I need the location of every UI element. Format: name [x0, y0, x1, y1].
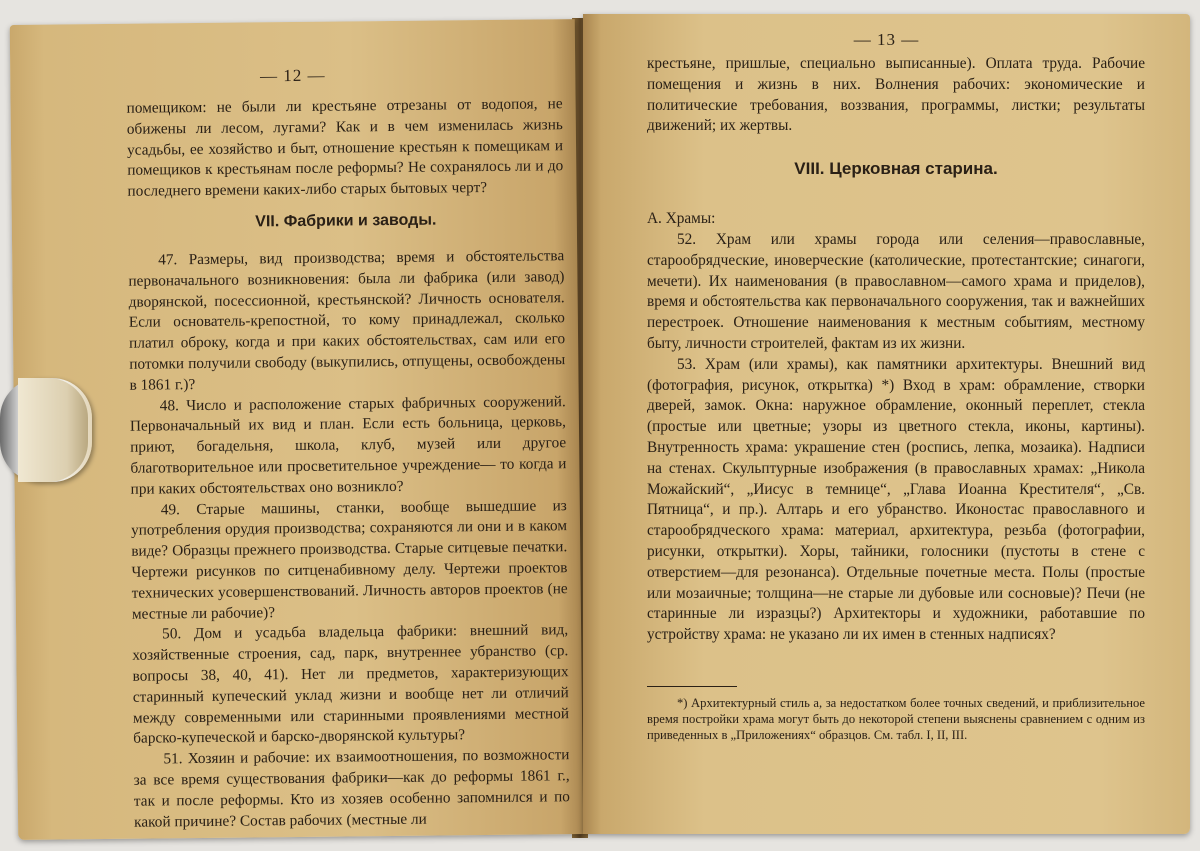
paragraph-49: 49. Старые машины, станки, вообще вышедшие из употребления орудия производства; сохраняются ли они и в каком виде? Образцы прежнего производства. Старые ситцевые печатки. Чертежи рисунков по ситценабивному делу. Чертежи проектов технических усовершенствований. Личность авторов проектов (не местные ли рабочие)? — [130, 496, 568, 623]
paragraph-48: 48. Число и расположение старых фабричных сооружений. Первоначальный их вид и план. Если есть больница, церковь, приют, богадельня, школа, клуб, музей или другое благотворительное или просветительное учреждение— то когда и при каких обстоятельствах оно возникло? — [129, 392, 567, 498]
paragraph-53: 53. Храм (или храмы), как памятники архитектуры. Внешний вид (фотография, рисунок, открытка) *) Вход в храм: обрамление, створки дверей, замок. Окна: наружное обрамление, оконный переплет, стекла (простые или цветные; узоры из цветного стекла, иконы, картины). Внутренность храма: украшение стен (роспись, лепка, мозаика). Надписи на стенах. Скульптурные изображения (в православных храмах: „Никола Можайский“, „Иисус в темнице“, „Глава Иоанна Крестителя“, „Св. Пятница“, и пр.). Алтарь и его убранство. Иконостас православного и старообрядческого храма: материал, архитектура, резьба (фотографии, рисунки, открытки). Хоры, тайники, голосники (пустоты в стене с отверстием—для резонанса). Отдельные почетные места. Полы (простые или мозаичные; толщина—не старые ли дубовые или сосновые)? Печи (не старинные ли изразцы?) Архитекторы и художники, работавшие по устройству храма: не указано ли их имен в стенных надписях? — [647, 355, 1145, 644]
paragraph-50: 50. Дом и усадьба владельца фабрики: внешний вид, хозяйственные строения, сад, парк, внутреннее убранство (ср. вопросы 38, 40, 41). Нет ли предметов, характеризующих старинный купеческий уклад жизни и вообще нет ли отличий между современными или старинными проявлениями местной барско-купеческой и барско-дворянской культуры? — [132, 621, 570, 748]
left-page — [10, 19, 584, 840]
right-page — [583, 14, 1190, 834]
section-heading-church: VIII. Церковная старина. — [794, 159, 998, 179]
left-page-body — [127, 94, 571, 833]
binder-ring-cap — [18, 378, 88, 482]
paragraph-47: 47. Размеры, вид производства; время и обстоятельства первоначального возникновения: была ли фабрика (или завод) дворянской, посессионной, крестьянской? Личность основателя. Если основатель-крепостной, то кому принадлежал, сколько платил оброку, когда и при каких обстоятельствах, сам или его потомки получили свободу (выкупились, отпущены, освобождены в 1861 г.)? — [128, 247, 566, 394]
subsection-temples: А. Храмы: — [647, 210, 716, 228]
paragraph-52: 52. Храм или храмы города или селения—православные, старообрядческие, иноверческие (католические, протестантские; синагоги, мечети). Их наименования (в православном—самого храма и приделов), время и обстоятельства как первоначального сооружения, так и важнейших перестроек. Отношение наименования к местным событиям, местному быту, личности строителей, фактам из их жизни. — [647, 230, 1145, 352]
paragraph-51: 51. Хозяин и рабочие: их взаимоотношения, по возможности за все время существования фабрики—как до реформы 1861 г., так и после реформы. Кто из хозяев особенно запомнился и по какой причине? Состав рабочих (местные ли — [133, 746, 570, 831]
section-heading-factories: VII. Фабрики и заводы. — [255, 211, 437, 231]
right-page-body — [647, 54, 1145, 743]
footnote-divider — [647, 686, 737, 687]
right-page-number: — 13 — — [853, 30, 920, 49]
footnote: *) Архитектурный стиль а, за недостатком более точных сведений, и приблизительное время постройки храма могут быть до некоторой степени выяснены сравнением с одним из приведенных в „Приложениях“ образцов. См. табл. I, II, III. — [647, 695, 1145, 742]
right-intro-paragraph: крестьяне, пришлые, специально выписанные). Оплата труда. Рабочие помещения и жизнь в них. Волнения рабочих: экономические и политические требования, воззвания, программы, листки; результаты движений; их жертвы. — [647, 55, 1145, 135]
left-intro-paragraph: помещиком: не были ли крестьяне отрезаны от водопоя, не обижены ли лесом, лугами? Как и в чем изменилась жизнь усадьбы, ее хозяйство и быт, отношение крестьян к помещикам и помещиков к крестьянам после реформы? Не сохранялось ли и до последнего времени каких-либо старых бытовых черт? — [126, 95, 564, 200]
left-page-number: — 12 — — [259, 65, 326, 86]
